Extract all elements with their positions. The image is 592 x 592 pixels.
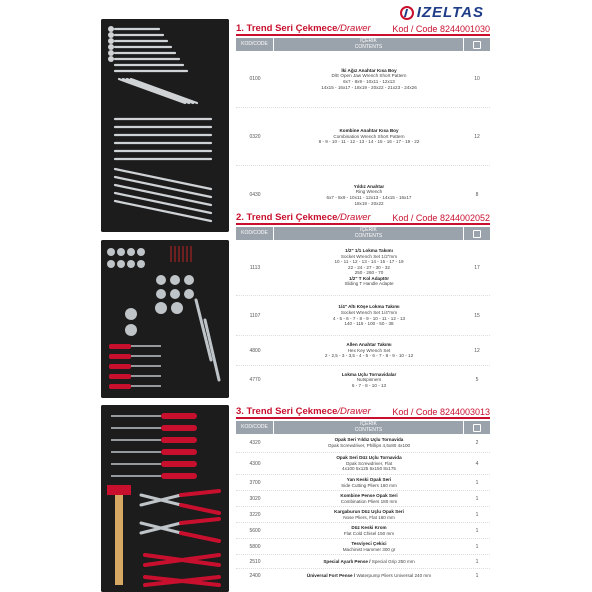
section-code: Kod / Code 8244001030 [392, 23, 490, 34]
item-contents: Allen Anahtar Takımı Hex Key Wrench Set 2 - 2,5 - 3 - 3,5 - 4 - 5 - 6 - 7 - 8 - 9 - 10 - 12 [324, 342, 414, 359]
check-column-header [464, 227, 490, 240]
section-title: 2. Trend Seri Çekmece/Drawer [236, 212, 371, 223]
drawer-2-photo [101, 240, 229, 398]
column-header [236, 227, 490, 240]
item-code: 0100 [249, 76, 261, 82]
item-code: 4770 [249, 377, 261, 383]
table-row [236, 475, 490, 491]
code-column-header: KOD/CODE [236, 38, 274, 51]
item-code: 0320 [249, 133, 261, 140]
drawer-1-photo [101, 19, 229, 232]
item-code: 1107 [249, 312, 261, 319]
item-qty: 12 [474, 347, 480, 354]
code-column-header: KOD/CODE [236, 227, 274, 240]
drawer-section-3 [236, 407, 490, 583]
checkbox-icon [473, 424, 481, 432]
item-code: 2400 [249, 573, 261, 579]
table-row [236, 507, 490, 523]
plier-tray-image [101, 405, 229, 592]
item-code: 4320 [249, 440, 261, 446]
item-contents: Opak Seri Yıldız Uçlu Tornavida Opak Screwdriver, Phillips 4,5x80 4x100 [327, 437, 411, 448]
brand-name: IZELTAS [416, 4, 484, 21]
item-contents: İki Ağız Anahtar Kısa Boy D/E Open Jaw Wrench Short Pattern 6x7 - 8x9 - 10x11 - 12x13 14x15 - 16x17 - 18x19 - 20x22 - 21x23 - 24x26 [321, 67, 417, 90]
brand-logo [400, 4, 484, 21]
item-contents: 1/4" Altı Köşe Lokma Takımı Socket Wrench Set 1/4"mm 4 - 5 - 6 - 7 - 8 - 9 - 10 - 11 - 12 - 13 140 - 115 - 100 - 50 - 38 [332, 304, 406, 327]
table-row [236, 491, 490, 507]
item-contents: Special Ayarlı Pense / Special Grip 250 mm [323, 558, 415, 564]
item-code: 3220 [249, 511, 261, 518]
table-row [236, 453, 490, 475]
item-qty: 1 [475, 495, 479, 502]
item-qty: 1 [475, 527, 479, 534]
item-qty: 12 [474, 133, 480, 140]
column-header [236, 421, 490, 434]
drawer-3-photo [101, 405, 229, 592]
item-contents: Tesviyeci Çekici Machinist Hammer 300 gr [342, 540, 396, 552]
item-qty: 4 [475, 460, 479, 467]
item-contents: Yıldız Anahtar Ring Wrench 6x7 - 8x9 - 10x11 - 12x13 - 14x15 - 16x17 18x19 - 20x22 [326, 183, 412, 206]
checkbox-icon [473, 41, 481, 49]
table-row [236, 240, 490, 296]
drawer-section-1 [236, 24, 490, 224]
section-title: 3. Trend Seri Çekmece/Drawer [236, 406, 371, 417]
item-code: 1113 [249, 264, 261, 271]
item-qty: 8 [475, 192, 479, 198]
item-contents: Lokma Uçlu Tornavidalar Nutspinners 6 - 7 - 8 - 10 - 13 [341, 371, 397, 388]
check-column-header [464, 38, 490, 51]
item-contents: Kombine Pense Opak Seri Combination Pliers 180 mm [340, 492, 398, 504]
item-contents: Üniversal Fort Pense / Waterpump Pliers Universal 240 mm [306, 573, 432, 579]
wrench-tray-image [101, 19, 229, 232]
item-qty: 10 [474, 76, 480, 82]
column-header [236, 38, 490, 51]
contents-column-header: İÇERİK CONTENTS [274, 227, 464, 240]
contents-column-header: İÇERİK CONTENTS [274, 38, 464, 51]
item-qty: 2 [475, 440, 479, 446]
izeltas-logo-icon [400, 6, 414, 20]
drawer-section-2 [236, 213, 490, 394]
item-qty: 1 [475, 479, 479, 486]
section-header [236, 407, 490, 419]
code-column-header: KOD/CODE [236, 421, 274, 434]
item-qty: 1 [475, 511, 479, 518]
checkbox-icon [473, 230, 481, 238]
item-contents: Kombine Anahtar Kısa Boy Combination Wrench Short Pattern 8 - 9 - 10 - 11 - 12 - 13 - 14 - 15 - 16 - 17 - 19 - 22 [318, 128, 420, 145]
table-row [236, 555, 490, 569]
item-contents: Yan Keski Opak Seri Side Cutting Pliers 160 mm [341, 476, 397, 488]
item-contents: 1/2" 1/1 Lokma Takımı Socket Wrench Set 1/2"mm 10 - 11 - 12 - 13 - 14 - 15 - 17 - 19 22 - 24 - 27 - 30 - 32 250 - 260 - 70 1/2" T Kol Adaptör Sliding T Handle Adapte [334, 247, 404, 287]
table-row [236, 336, 490, 366]
item-code: 3700 [249, 479, 261, 486]
item-code: 2510 [249, 558, 261, 565]
table-row [236, 539, 490, 555]
item-code: 4300 [249, 460, 261, 467]
item-contents: Opak Seri Düz Uçlu Tornavida Opak Screwdriver, Flat 4x100 5x125 6x150 8x175 [336, 455, 402, 472]
section-code: Kod / Code 8244002052 [392, 212, 490, 223]
table-row [236, 366, 490, 394]
product-table [236, 434, 490, 583]
item-contents: Kargaburun Düz Uçlu Opak Seri Nose Pliers, Flat 160 mm [334, 508, 404, 520]
item-contents: Düz Keski Krom Flat Cold Chisel 150 mm [343, 524, 395, 536]
socket-tray-image [101, 240, 229, 398]
table-row [236, 434, 490, 453]
section-code: Kod / Code 8244003013 [392, 406, 490, 417]
section-title: 1. Trend Seri Çekmece/Drawer [236, 23, 371, 34]
table-row [236, 108, 490, 166]
item-qty: 15 [474, 312, 480, 319]
item-code: 5600 [249, 527, 261, 534]
item-qty: 17 [474, 264, 480, 271]
item-qty: 5 [475, 377, 479, 383]
table-row [236, 51, 490, 108]
product-table [236, 51, 490, 224]
section-header [236, 213, 490, 225]
item-qty: 1 [475, 543, 479, 550]
item-code: 4800 [249, 347, 261, 354]
item-code: 0430 [249, 192, 261, 198]
item-code: 3020 [249, 495, 261, 502]
contents-column-header: İÇERİK CONTENTS [274, 421, 464, 434]
item-qty: 1 [475, 573, 479, 579]
section-header [236, 24, 490, 36]
item-code: 5800 [249, 543, 261, 550]
product-table [236, 240, 490, 394]
table-row [236, 523, 490, 539]
item-qty: 1 [475, 558, 479, 565]
table-row [236, 569, 490, 583]
check-column-header [464, 421, 490, 434]
table-row [236, 296, 490, 336]
